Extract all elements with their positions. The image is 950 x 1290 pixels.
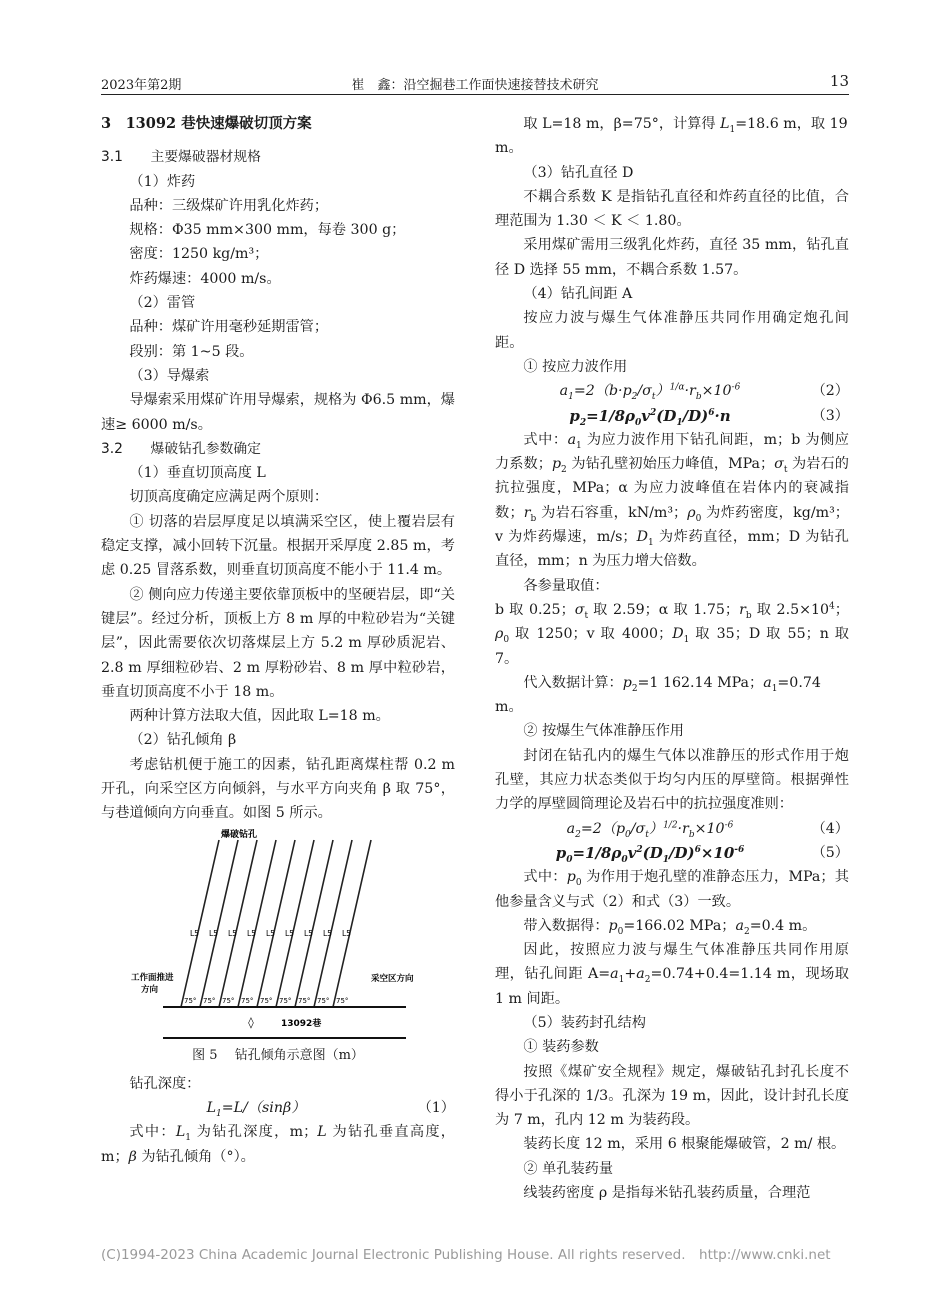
fig-roadway-label: 13092巷 (281, 1018, 322, 1029)
header-rule (101, 94, 849, 95)
journal-issue: 2023年第2期 (101, 78, 182, 93)
page-number: 13 (829, 72, 849, 90)
fig-label-holes: 爆破钻孔 (220, 829, 258, 840)
sealing-desc: 按照《煤矿安全规程》规定，爆破钻孔封孔长度不得小于孔深的 1/3。孔深为 19 m，因此，设计封孔长度为 7 m，孔内 12 m 为装药段。 (495, 1063, 849, 1129)
depth-result: 取 L=18 m，β=75°，计算得 $L_1=18.6$ m，取 19 m。 (495, 116, 848, 157)
equation-4-number: （4） (811, 820, 849, 837)
explosive-velocity: 炸药爆速：4000 m/s。 (129, 270, 281, 287)
section-3-1-heading: 3.1 主要爆破器材规格 (101, 149, 261, 166)
equation-3 (495, 404, 849, 428)
hole-angle-label: 75° (203, 996, 216, 1005)
hole-angle-label: 75° (336, 996, 349, 1005)
equation-1-formula: $L_1=L/(\sin\beta)$ (206, 1099, 306, 1119)
equation-2-number: （2） (811, 383, 849, 400)
stress-wave-heading: ① 按应力波作用 (523, 358, 628, 375)
hole-length-label: L5 (190, 928, 199, 938)
item-cord: （3）导爆索 (129, 367, 210, 384)
hole-angle-label: 75° (222, 996, 235, 1005)
linear-density-desc: 线装药密度 ρ 是指每米钻孔装药质量，合理范 (523, 1185, 811, 1202)
blast-hole-line (314, 840, 352, 1007)
blast-hole-line (219, 840, 257, 1007)
blast-hole-line (333, 840, 371, 1007)
hole-length-label: L5 (323, 928, 332, 938)
explosive-type: 品种：三级煤矿许用乳化炸药； (129, 197, 329, 214)
hole-length-label: L5 (266, 928, 275, 938)
decoupling-desc: 不耦合系数 K 是指钻孔直径和炸药直径的比值，合理范围为 1.30 ＜ K ＜ 1.80。 (495, 188, 849, 230)
right-column (495, 112, 849, 1205)
equation-4-formula: $a_2=2(p_0/\sigma_t)^{1/2}\cdot r_b\times 10^{-6}$ (566, 819, 734, 840)
explosive-density: 密度：1250 kg/m³； (129, 246, 269, 263)
equation-2 (495, 379, 849, 403)
item-diameter: （3）钻孔直径 D (523, 164, 634, 181)
blast-hole-line (181, 840, 219, 1007)
equation-5-number: （5） (811, 844, 849, 861)
explosive-spec: 规格：Φ35 mm×300 mm，每卷 300 g； (129, 222, 406, 239)
hole-length-label: L5 (342, 928, 351, 938)
cord-desc: 导爆索采用煤矿许用导爆索，规格为 Φ6.5 mm，爆速≥ 6000 m/s。 (101, 392, 455, 433)
equation-1-explain: 式中：$L_1$ 为钻孔深度，m；L 为钻孔垂直高度，m；β 为钻孔倾角（°）。 (101, 1124, 455, 1165)
equation-3-number: （3） (811, 407, 849, 424)
item-explosive: （1）炸药 (129, 173, 196, 190)
blast-hole-line (200, 840, 238, 1007)
charge-length: 装药长度 12 m，采用 6 根聚能爆破管，2 m/ 根。 (523, 1136, 846, 1153)
equation-1 (101, 1096, 455, 1120)
detonator-type: 品种：煤矿许用毫秒延期雷管； (129, 319, 329, 336)
hole-length-label: L5 (228, 928, 237, 938)
left-column (101, 112, 455, 1169)
item-detonator: （2）雷管 (129, 295, 196, 312)
equation-4 (495, 817, 849, 841)
stress-result: 代入数据计算：$p_2=1$ 162.14 MPa；$a_1=0.74$ m。 (495, 674, 821, 716)
equation-3-formula: $p_2=1/8\rho_0v^2(D_1/D)^6\cdot n$ (569, 406, 731, 428)
hole-angle-label: 75° (241, 996, 254, 1005)
blast-hole-line (295, 840, 333, 1007)
item-height: （1）垂直切顶高度 L (129, 465, 266, 482)
equation-2-formula: $a_1=2(b\cdot p_2/\sigma_t)^{1/\alpha}\cdot r_b\times 10^{-6}$ (559, 382, 741, 403)
spacing-result: 因此，按照应力波与爆生气体准静压共同作用原理，钻孔间距 $A=a_1+a_2=0.74+0.4=1.14$ m，现场取 1 m 间距。 (495, 942, 849, 1007)
hole-length-label: L5 (247, 928, 256, 938)
single-hole-heading: ② 单孔装药量 (523, 1160, 614, 1177)
diameter-choice: 采用煤矿需用三级乳化炸药，直径 35 mm，钻孔直径 D 选择 55 mm，不耦合系数 1.57。 (495, 237, 849, 278)
fig-label-goaf: 采空区方向 (371, 973, 414, 984)
figure-5-caption: 图 5 钻孔倾角示意图（m） (192, 1047, 364, 1063)
equation-2-explain: 式中：$a_1$ 为应力波作用下钻孔间距，m；b 为侧应力系数；$p_2$ 为钻孔壁初始压力峰值，MPa；$\sigma_t$ 为岩石的抗拉强度，MPa；α 为应力波峰值在岩体内的衰减指数；$r_b$ 为岩石容重，kN/m³；$\rho_0$ 为炸药密度，kg/m³；v 为炸药爆速，m/s；$D_1$ 为炸药直径，mm；D 为钻孔直径，mm；n 为压力增大倍数。 (495, 431, 849, 570)
hole-length-label: L5 (209, 928, 218, 938)
figure-5-diagram (101, 826, 455, 1044)
blast-hole-line (238, 840, 276, 1007)
detonator-stage: 段别：第 1~5 段。 (129, 343, 254, 360)
hole-length-label: L5 (304, 928, 313, 938)
hole-angle-label: 75° (184, 996, 197, 1005)
charge-params-heading: ① 装药参数 (523, 1039, 599, 1056)
height-principles: 切顶高度确定应满足两个原则： (129, 489, 329, 506)
item-spacing: （4）钻孔间距 A (523, 286, 633, 303)
principle-2: ② 侧向应力传递主要依靠顶板中的坚硬岩层，即“关键层”。经过分析，顶板上方 8 m 厚的中粒砂岩为“关键层”，因此需要依次切落煤层上方 5.2 m 厚砂质泥岩、2.8 m 厚细粒砂岩、2 m 厚粉砂岩、8 m 厚中粒砂岩，垂直切顶高度不小于 18 m。 (101, 586, 455, 700)
blast-holes (181, 840, 371, 1007)
equation-4-explain: 式中：$p_0$ 为作用于炮孔壁的准静态压力，MPa；其他参量含义与式（2）和式（3）一致。 (495, 869, 849, 910)
fig-label-advance-1: 工作面推进 (131, 972, 174, 983)
spacing-method: 按应力波与爆生气体准静压共同作用确定炮孔间距。 (495, 310, 849, 351)
fig-marker-icon: ◊ (248, 1015, 254, 1029)
running-title: 崔 鑫：沿空掘巷工作面快速接替技术研究 (351, 78, 599, 93)
section-3-heading: 3 13092 巷快速爆破切顶方案 (101, 115, 312, 132)
principle-1: ① 切落的岩层厚度足以填满采空区，使上覆岩层有稳定支撑，减小回转下沉量。根据开采厚度 2.85 m，考虑 0.25 冒落系数，则垂直切顶高度不能小于 11.4 m。 (101, 513, 455, 579)
gas-desc: 封闭在钻孔内的爆生气体以准静压的形式作用于炮孔壁，其应力状态类似于均匀内压的厚壁筒。根据弹性力学的厚壁圆筒理论及岩石中的抗拉强度准则： (495, 747, 849, 813)
hole-angle-label: 75° (298, 996, 311, 1005)
equation-5-formula: $p_0=1/8\rho_0v^2(D_1/D)^6\times 10^{-6}$ (555, 843, 745, 865)
hole-angle-label: 75° (317, 996, 330, 1005)
item-angle: （2）钻孔倾角 β (129, 732, 237, 749)
equation-5 (495, 841, 849, 865)
height-result: 两种计算方法取大值，因此取 L=18 m。 (129, 708, 390, 725)
blast-hole-line (276, 840, 314, 1007)
blast-hole-line (257, 840, 295, 1007)
param-values: b 取 0.25；$\sigma_t$ 取 2.59；α 取 1.75；$r_b$ 取 $2.5\times 10^4$；$\rho_0$ 取 1250；v 取 4000；$D_1$ 取 35；D 取 55；n 取 7。 (495, 601, 849, 667)
hole-length-label: L5 (285, 928, 294, 938)
section-3-2-heading: 3.2 爆破钻孔参数确定 (101, 440, 261, 457)
gas-heading: ② 按爆生气体准静压作用 (523, 723, 684, 740)
gas-result: 带入数据得：$p_0=166.02$ MPa；$a_2=0.4$ m。 (523, 917, 817, 937)
item-charge-structure: （5）装药封孔结构 (523, 1014, 646, 1031)
param-heading: 各参量取值： (523, 577, 609, 594)
fig-label-advance-2: 方向 (141, 984, 159, 995)
copyright-footer: (C)1994-2023 China Academic Journal Electronic Publishing House. All rights reserved. http://www.cnki.net (101, 1247, 831, 1263)
depth-label: 钻孔深度： (129, 1075, 201, 1092)
angle-desc: 考虑钻机便于施工的因素，钻孔距离煤柱帮 0.2 m 开孔，向采空区方向倾斜，与水平方向夹角 β 取 75°，与巷道倾向方向垂直。如图 5 所示。 (101, 756, 455, 822)
hole-angle-label: 75° (279, 996, 292, 1005)
hole-angle-label: 75° (260, 996, 273, 1005)
equation-1-number: （1） (417, 1099, 455, 1116)
